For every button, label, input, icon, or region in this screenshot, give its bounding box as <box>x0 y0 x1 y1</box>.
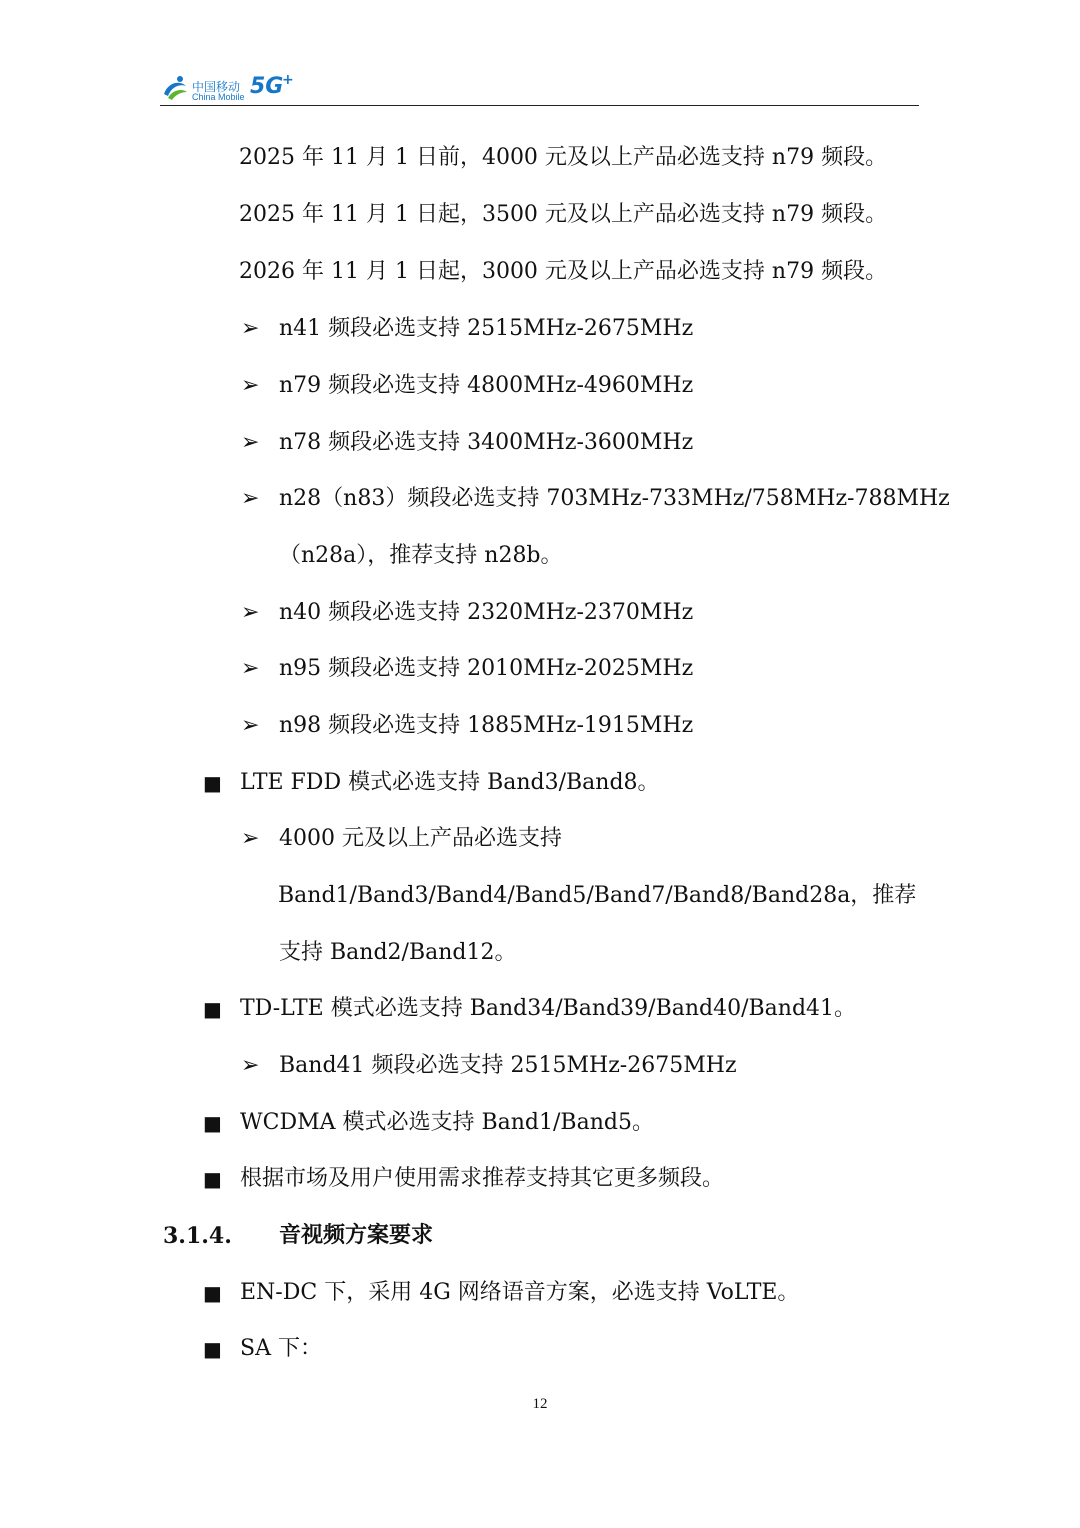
list-item: n79 频段必选支持 4800MHz-4960MHz <box>279 373 694 398</box>
page-number: 12 <box>532 1396 548 1412</box>
arrow-bullet-icon: ➢ <box>241 316 260 341</box>
paragraph-line: 2025 年 11 月 1 日前，4000 元及以上产品必选支持 n79 频段。 <box>239 145 888 170</box>
list-item: n40 频段必选支持 2320MHz-2370MHz <box>279 600 694 625</box>
list-item-continuation: 支持 Band2/Band12。 <box>279 940 517 965</box>
paragraph-line: 2026 年 11 月 1 日起，3000 元及以上产品必选支持 n79 频段。 <box>239 259 888 284</box>
list-item-continuation: （n28a），推荐支持 n28b。 <box>279 543 563 568</box>
arrow-bullet-icon: ➢ <box>241 486 260 511</box>
square-bullet-icon: ■ <box>203 771 222 795</box>
list-item: EN-DC 下，采用 4G 网络语音方案，必选支持 VoLTE。 <box>240 1280 800 1305</box>
arrow-bullet-icon: ➢ <box>241 600 260 625</box>
5g-plus-mark: + <box>282 72 294 88</box>
square-bullet-icon: ■ <box>203 1167 222 1191</box>
5g-badge: 5G <box>250 74 284 99</box>
list-item: LTE FDD 模式必选支持 Band3/Band8。 <box>240 770 660 795</box>
china-mobile-emblem-icon <box>160 74 190 104</box>
list-item: 4000 元及以上产品必选支持 <box>279 826 562 851</box>
arrow-bullet-icon: ➢ <box>241 430 260 455</box>
section-title: 音视频方案要求 <box>279 1223 434 1248</box>
list-item: WCDMA 模式必选支持 Band1/Band5。 <box>240 1110 654 1135</box>
arrow-bullet-icon: ➢ <box>241 1053 260 1078</box>
list-item-continuation: Band1/Band3/Band4/Band5/Band7/Band8/Band28a，推荐 <box>278 883 917 908</box>
square-bullet-icon: ■ <box>203 997 222 1021</box>
list-item: SA 下： <box>240 1336 322 1361</box>
arrow-bullet-icon: ➢ <box>241 373 260 398</box>
list-item: n95 频段必选支持 2010MHz-2025MHz <box>279 656 694 681</box>
square-bullet-icon: ■ <box>203 1337 222 1361</box>
list-item: n28（n83）频段必选支持 703MHz-733MHz/758MHz-788MHz <box>279 486 950 511</box>
brand-name-en: China Mobile <box>192 92 245 102</box>
list-item: 根据市场及用户使用需求推荐支持其它更多频段。 <box>240 1166 725 1191</box>
arrow-bullet-icon: ➢ <box>241 656 260 681</box>
square-bullet-icon: ■ <box>203 1111 222 1135</box>
header-divider <box>160 105 919 106</box>
arrow-bullet-icon: ➢ <box>241 826 260 851</box>
list-item: n98 频段必选支持 1885MHz-1915MHz <box>279 713 694 738</box>
page-header <box>0 0 1080 110</box>
brand-name-zh: 中国移动 <box>192 80 241 94</box>
section-number: 3.1.4. <box>163 1223 232 1249</box>
list-item: n78 频段必选支持 3400MHz-3600MHz <box>279 430 694 455</box>
square-bullet-icon: ■ <box>203 1281 222 1305</box>
list-item: Band41 频段必选支持 2515MHz-2675MHz <box>279 1053 737 1078</box>
paragraph-line: 2025 年 11 月 1 日起，3500 元及以上产品必选支持 n79 频段。 <box>239 202 888 227</box>
list-item: n41 频段必选支持 2515MHz-2675MHz <box>279 316 694 341</box>
list-item: TD-LTE 模式必选支持 Band34/Band39/Band40/Band41。 <box>240 996 857 1021</box>
arrow-bullet-icon: ➢ <box>241 713 260 738</box>
